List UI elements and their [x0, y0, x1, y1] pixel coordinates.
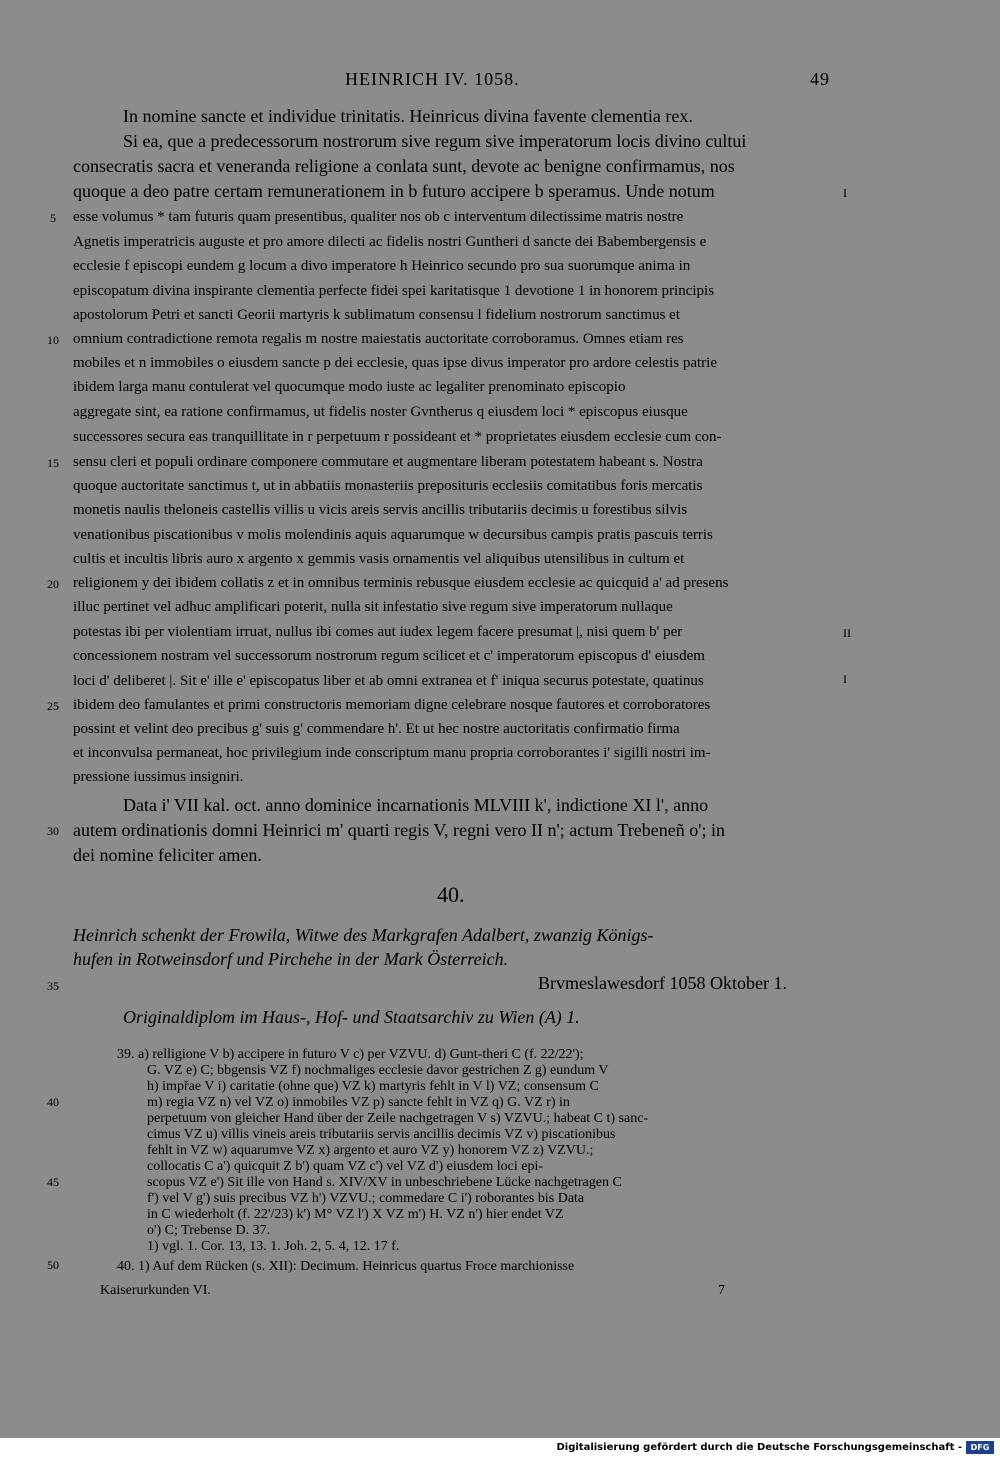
- text-line: monetis naulis theloneis castellis villis u vicis areis servis ancillis tributariis decimis u forestibus silvis: [73, 502, 688, 518]
- page-number: 49: [810, 69, 830, 89]
- dating-line: dei nomine feliciter amen.: [73, 845, 262, 865]
- line-number: 15: [47, 456, 59, 470]
- regest-line: hufen in Rotweinsdorf und Pirchehe in der Mark Österreich.: [73, 949, 509, 969]
- margin-mark: I: [843, 672, 847, 686]
- line-number: 5: [50, 211, 56, 225]
- line-number: 45: [47, 1175, 59, 1189]
- apparatus-line: in C wiederholt (f. 22'/23) k') M° VZ l') X VZ m') H. VZ n') hier endet VZ: [147, 1207, 564, 1222]
- text-line: pressione iussimus insigniri.: [73, 769, 244, 785]
- text-line: ibidem deo famulantes et primi constructoris memoriam digne celebrare nosque fautores et corroboratores: [73, 697, 711, 713]
- text-line: ibidem larga manu contulerat vel quocumque modo iuste ac legaliter prenominato episcopio: [73, 379, 626, 395]
- text-line: apostolorum Petri et sancti Georii martyris k sublimatum consensu l fidelium nostrorum sanctimus et: [73, 307, 680, 323]
- dating-line: Data i' VII kal. oct. anno dominice incarnationis MLVIII k', indictione XI l', anno: [123, 795, 709, 815]
- apparatus-line: f') vel V g') suis precibus VZ h') VZVU.; commedare C i') roborantes bis Data: [147, 1191, 585, 1206]
- apparatus-line: perpetuum von gleicher Hand über der Zeile nachgetragen V s) VZVU.; habeat C t) sanc-: [147, 1111, 649, 1126]
- text-line: cultis et incultis libris auro x argento x gemmis vasis ornamentis vel aliquibus utensilibus in cultum et: [73, 551, 685, 567]
- line-number: 25: [47, 699, 59, 713]
- apparatus-line: cimus VZ u) villis vineis areis tributariis servis ancillis decimis VZ v) piscationibus: [147, 1127, 616, 1142]
- dfg-logo: DFG: [966, 1441, 994, 1454]
- text-line: quoque auctoritate sanctimus t, ut in abbatiis monasteriis prepositurіs ecclesiis comitatibus foris mercatis: [73, 478, 703, 494]
- margin-mark: I: [843, 186, 847, 200]
- source-note: Originaldiplom im Haus-, Hof- und Staatsarchiv zu Wien (A) 1.: [123, 1007, 580, 1027]
- apparatus-line: 1) vgl. 1. Cor. 13, 13. 1. Joh. 2, 5. 4, 12. 17 f.: [147, 1239, 400, 1254]
- line-number: 40: [47, 1095, 59, 1109]
- document-number: 40.: [437, 882, 465, 907]
- line-number: 35: [47, 979, 59, 993]
- apparatus-line: 39. a) relligione V b) accipere in futuro V c) per VZVU. d) Gunt-theri C (f. 22/22');: [117, 1047, 584, 1062]
- line-number: 10: [47, 333, 59, 347]
- apparatus-line: o') C; Trebense D. 37.: [147, 1223, 271, 1238]
- text-line: venationibus piscationibus v molis molendinis aquis aquarumque w decursibus campis pratis pascuis terris: [73, 527, 713, 543]
- text-line: illuc pertinet vel adhuc amplificari poterit, nulla sit infestatio sive regum sive imperatorum nullaque: [73, 599, 673, 615]
- apparatus-line: collocatis C a') quicquit Z b') quam VZ c') vel VZ d') eiusdem loci epi-: [147, 1159, 544, 1174]
- text-line: esse volumus * tam futuris quam presentibus, qualiter nos ob c interventum dilectissime matris nostre: [73, 209, 684, 225]
- line-number: 30: [47, 824, 59, 838]
- margin-mark: II: [843, 626, 851, 640]
- text-line: In nomine sancte et individue trinitatis. Heinricus divina favente clementia rex.: [123, 106, 693, 126]
- apparatus-line: 40. 1) Auf dem Rücken (s. XII): Decimum. Heinricus quartus Froce marchionisse: [117, 1259, 575, 1274]
- line-number: 20: [47, 577, 59, 591]
- dating-line: autem ordinationis domni Heinrici m' quarti regis V, regni vero II n'; actum Trebeneñ o'; in: [73, 820, 725, 840]
- text-line: ecclesie f episcopi eundem g locum a divo imperatore h Heinrico secundo pro sua suorumque anima in: [73, 258, 691, 274]
- text-line: aggregate sint, ea ratione confirmamus, ut fidelis noster Gvntherus q eiusdem loci * episcopus eiusque: [73, 404, 688, 420]
- text-line: possint et velint deo precibus g' suis g' commendare h'. Et ut hec nostre auctoritatis confirmatio firma: [73, 721, 680, 737]
- apparatus-line: G. VZ e) C; bbgensis VZ f) nochmaliges ecclesie davor gestrichen Z g) eundum V: [147, 1063, 609, 1078]
- running-title: HEINRICH IV. 1058.: [345, 69, 520, 89]
- text-line: loci d' deliberet |. Sit e' ille e' episcopatus liber et ab omni extranea et f' iniqua securus potestate, quatinus: [73, 673, 704, 689]
- text-line: successores secura eas tranquillitate in r perpetuum r possideant et * proprietates eiusdem ecclesie cum con-: [73, 429, 722, 445]
- apparatus-line: h) impřae V i) caritatie (ohne que) VZ k) martyris fehlt in V l) VZ; consensum C: [147, 1079, 599, 1094]
- apparatus-line: m) regia VZ n) vel VZ o) inmobiles VZ p) sancte fehlt in VZ q) G. VZ r) in: [147, 1095, 570, 1110]
- text-line: mobiles et n immobiles o eiusdem sancte p dei ecclesie, quas ipse divus imperator pro ardore celestis patrie: [73, 355, 717, 371]
- footer-bar: [0, 1438, 1000, 1458]
- text-line: Si ea, que a predecessorum nostrorum sive regum sive imperatorum locis divino cultui: [123, 131, 747, 151]
- apparatus-line: scopus VZ e') Sit ille von Hand s. XIV/XV in unbeschriebene Lücke nachgetragen C: [147, 1175, 622, 1190]
- line-number: 50: [47, 1258, 59, 1272]
- text-line: episcopatum divina inspirante clementia perfecte fidei spei karitatisque 1 devotione 1 in honorem principis: [73, 283, 715, 299]
- text-line: sensu cleri et populi ordinare componere commutare et augmentare liberam potestatem habeant s. Nostra: [73, 454, 703, 470]
- text-line: quoque a deo patre certam remunerationem in b futuro accipere b speramus. Unde notum: [73, 181, 715, 201]
- regest-line: Heinrich schenkt der Frowila, Witwe des Markgrafen Adalbert, zwanzig Königs-: [73, 925, 654, 945]
- text-line: et inconvulsa permaneat, hoc privilegium inde conscriptum manu propria corroborantes i' sigilli nostri im-: [73, 745, 711, 761]
- text-line: omnium contradictione remota regalis m nostre maiestatis auctoritate corroboramus. Omnes etiam res: [73, 331, 684, 347]
- text-line: religionem y dei ibidem collatis z et in omnibus terminis rebusque eiusdem ecclesie ac quicquid a' ad presens: [73, 575, 729, 591]
- text-line: concessionem nostram vel successorum nostrorum regum scilicet et c' imperatorum episcopus d' eiusdem: [73, 648, 705, 664]
- signature-right: 7: [718, 1283, 725, 1298]
- apparatus-line: fehlt in VZ w) aquarumve VZ x) argento et auro VZ y) honorem VZ z) VZVU.;: [147, 1143, 594, 1158]
- signature-left: Kaiserurkunden VI.: [100, 1283, 211, 1298]
- text-line: potestas ibi per violentiam irruat, nullus ibi comes aut iudex legem facere presumat |, nisi quem b' per: [73, 624, 683, 640]
- funding-note: Digitalisierung gefördert durch die Deutsche Forschungsgemeinschaft -: [556, 1442, 962, 1453]
- text-line: consecratis sacra et veneranda religione a conlata sunt, devote ac benigne confirmamus, nos: [73, 156, 735, 176]
- text-line: Agnetis imperatricis auguste et pro amore dilecti ac fidelis nostri Guntheri d sancte dei Babembergensis e: [73, 234, 707, 250]
- place-date: Brvmeslawesdorf 1058 Oktober 1.: [538, 973, 787, 993]
